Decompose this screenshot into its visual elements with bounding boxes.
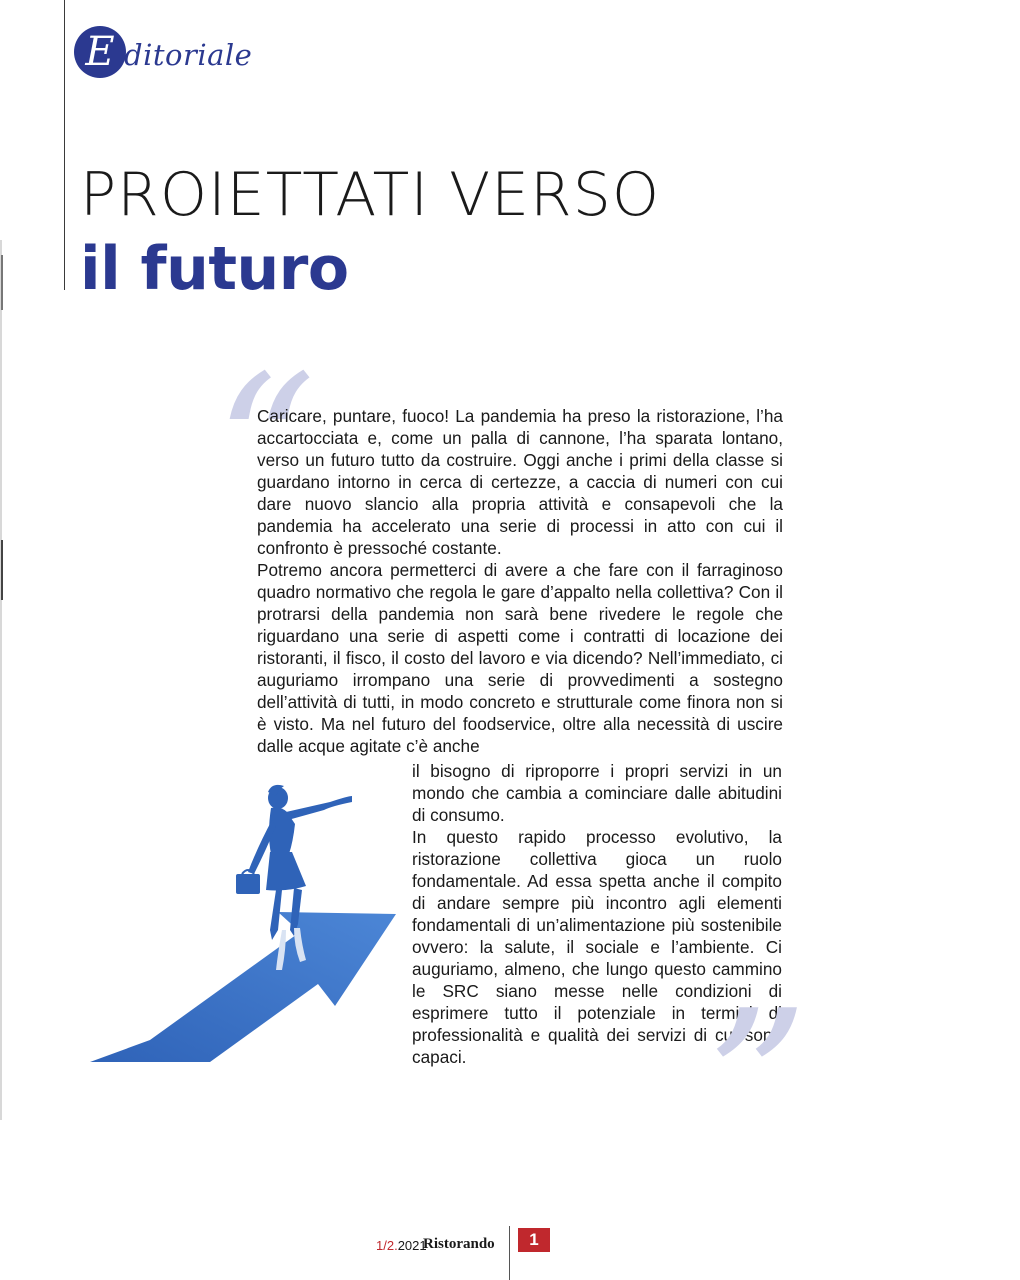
page-edge-mark bbox=[1, 255, 3, 310]
headline-line-1: PROIETTATI VERSO bbox=[80, 160, 661, 230]
close-quote-mark: ” bbox=[706, 968, 809, 1201]
body-paragraph: Caricare, puntare, fuoco! La pandemia ha preso la ristorazione, l’ha accartocciata e, come un palla di cannone, l’ha sparata lontano, verso un futuro tutto da costruire. Oggi anche i primi della classe si guardano intorno in cerca di certezze, a caccia di numeri con cui dare nuovo slancio alla propria attività e consapevoli che la pandemia ha accelerato una serie di processi in atto con cui il confronto è pressoché costante. bbox=[257, 406, 783, 558]
issue-number: 1/2. bbox=[376, 1238, 398, 1253]
footer-divider bbox=[509, 1226, 510, 1280]
body-column-upper bbox=[257, 405, 783, 757]
open-quote-mark: “ bbox=[214, 333, 317, 566]
rubric-initial: E bbox=[74, 26, 126, 78]
issue-year: 2021 bbox=[397, 1238, 427, 1253]
rubric-label: ditoriale bbox=[124, 38, 253, 72]
issue-label bbox=[376, 1238, 427, 1253]
arrow-shape bbox=[90, 912, 396, 1062]
magazine-name: Ristorando bbox=[423, 1236, 495, 1252]
headline-line-2: il futuro bbox=[80, 234, 349, 304]
body-paragraph: Potremo ancora permetterci di avere a che fare con il farraginoso quadro normativo che regola le gare d’appalto nella collettiva? Con il protrarsi della pandemia non sarà bene rivedere le regole che riguardano una serie di aspetti come i contratti di locazione dei ristoranti, il fisco, il costo del lavoro e via dicendo? Nell’immediato, ci auguriamo irrompano una serie di provvedimenti a sostegno dell’attività di tutti, in modo concreto e strutturale come finora non si è visto. Ma nel futuro del foodservice, oltre alla necessità di uscire dalle acque agitate c’è anche bbox=[257, 560, 783, 756]
page-number: 1 bbox=[518, 1228, 550, 1252]
body-paragraph: In questo rapido processo evolutivo, la ristorazione collettiva gioca un ruolo fondamentale. Ad essa spetta anche il compito di andare sempre più incontro agli elementi fondamentali di un’alimentazione più sostenibile ovvero: la salute, il sociale e l’ambiente. Ci auguriamo, almeno, che lungo questo cammino le SRC siano messe nelle condizioni di esprimere tutto il potenziale in termini di professionalità e qualità dei servizi di cui sono capaci. bbox=[412, 827, 782, 1067]
businesswoman-on-arrow-illustration bbox=[90, 780, 410, 1065]
page-edge-mark bbox=[1, 540, 3, 600]
margin-rule bbox=[64, 0, 65, 290]
page-edge-shadow bbox=[0, 240, 2, 1120]
body-paragraph: il bisogno di riproporre i propri servizi in un mondo che cambia a cominciare dalle abitudini di consumo. bbox=[412, 761, 782, 825]
